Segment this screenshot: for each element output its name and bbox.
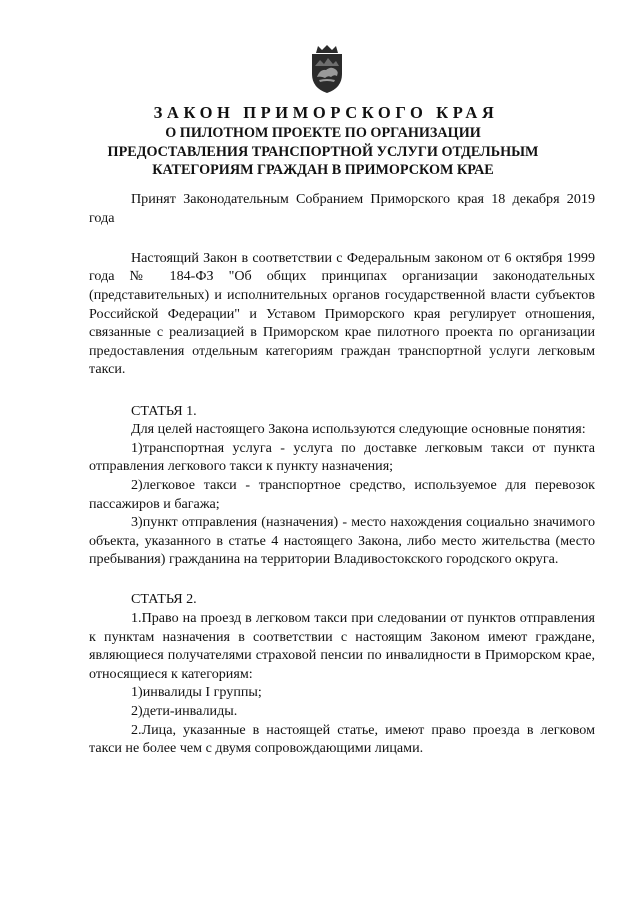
law-subtitle-line: ПРЕДОСТАВЛЕНИЯ ТРАНСПОРТНОЙ УСЛУГИ ОТДЕЛЬНЫМ [107, 143, 539, 160]
law-title: ЗАКОН ПРИМОРСКОГО КРАЯ [153, 103, 499, 122]
preamble-paragraph: Настоящий Закон в соответствии с Федеральным законом от 6 октября 1999 года № 184-ФЗ "Об общих принципах организации законодательных (представительных) и исполнительных органов государственной власти субъектов Российской Федерации" и Уставом Приморского края регулирует отношения, связанные с реализацией в Приморском крае пилотного проекта по организации предоставления отдельным категориям граждан транспортной услуги легковым такси. [89, 249, 595, 378]
article-2-paragraph-2: 2.Лица, указанные в настоящей статье, имеют право проезда в легковом такси не более чем с двумя сопровождающими лицами. [89, 721, 595, 757]
adoption-note: Принят Законодательным Собранием Приморского края 18 декабря 2019 года [89, 191, 595, 226]
article-1-item: 3)пункт отправления (назначения) - место нахождения социально значимого объекта, указанного в статье 4 настоящего Закона, либо место жительства (место пребывания) гражданина на территории Владивостокского городского округа. [89, 514, 595, 568]
article-2-heading: СТАТЬЯ 2. [131, 591, 197, 608]
article-1-item: 2)легковое такси - транспортное средство, используемое для перевозок пассажиров и багажа; [89, 476, 595, 512]
article-1-intro: Для целей настоящего Закона используются следующие основные понятия: [131, 421, 586, 438]
article-2-item: 1)инвалиды I группы; [131, 684, 262, 701]
law-subtitle [0, 124, 640, 180]
coat-of-arms-icon [306, 44, 348, 94]
law-body [89, 190, 595, 758]
article-1-heading: СТАТЬЯ 1. [131, 402, 197, 419]
law-subtitle-line: КАТЕГОРИЯМ ГРАЖДАН В ПРИМОРСКОМ КРАЕ [152, 162, 494, 179]
law-subtitle-line: О ПИЛОТНОМ ПРОЕКТЕ ПО ОРГАНИЗАЦИИ [165, 125, 481, 141]
article-1-item: 1)транспортная услуга - услуга по доставке легковым такси от пункта отправления легкового такси к пункту назначения; [89, 439, 595, 475]
article-2-item: 2)дети-инвалиды. [131, 703, 238, 720]
article-2-paragraph-1: 1.Право на проезд в легковом такси при следовании от пунктов отправления к пунктам назначения в соответствии с настоящим Законом имеют граждане, являющиеся получателями страховой пенсии по инвалидности в Приморском крае, относящиеся к категориям: [89, 610, 595, 682]
